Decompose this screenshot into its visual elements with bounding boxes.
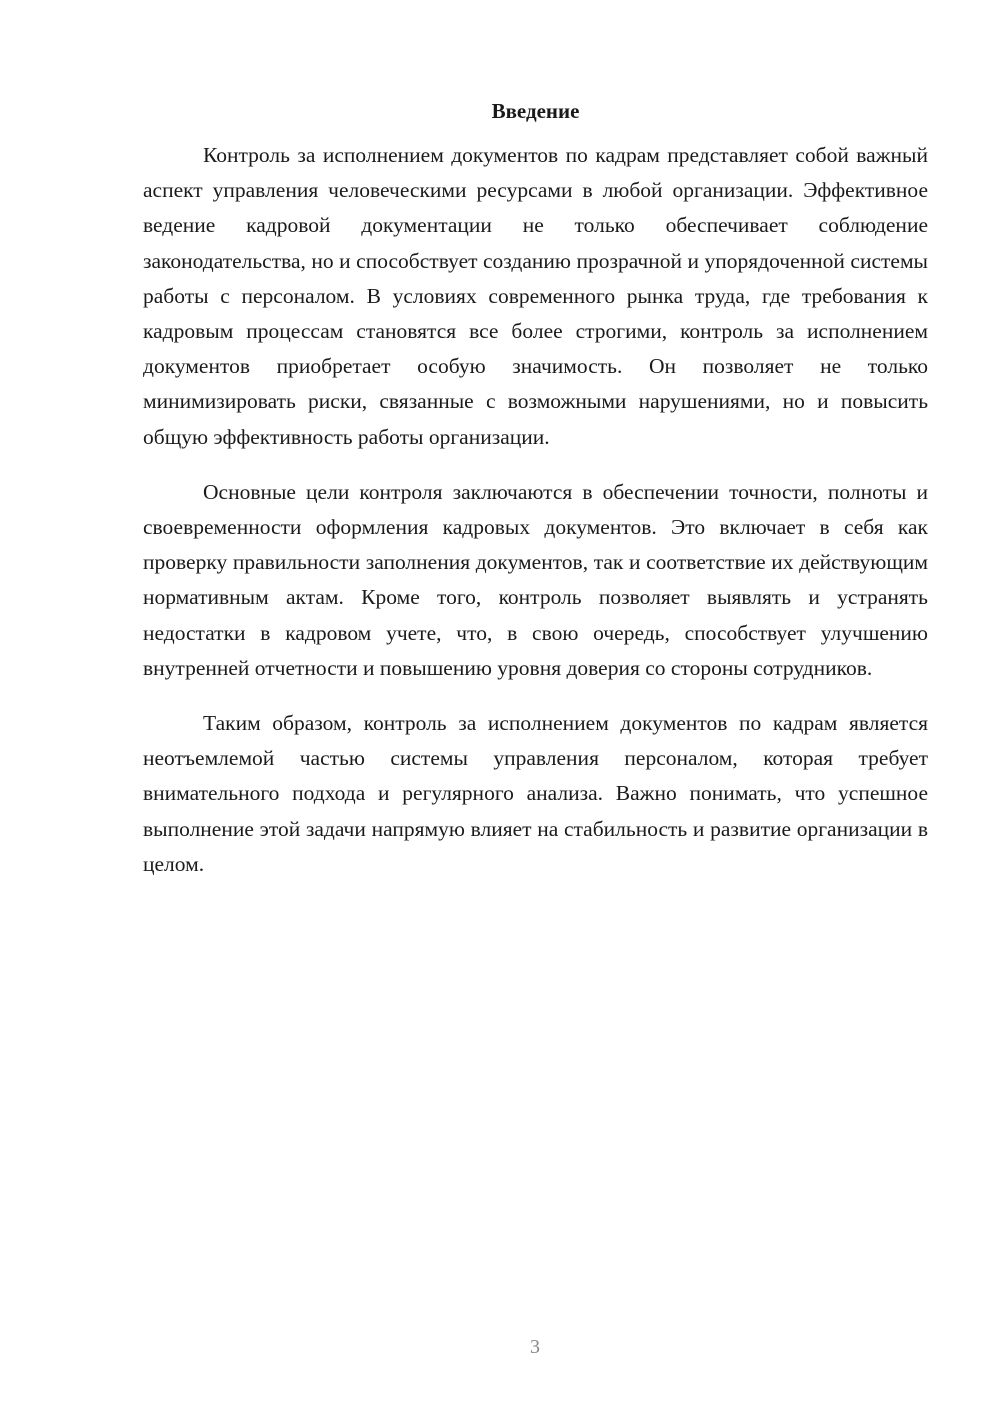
paragraph-2: Основные цели контроля заключаются в обеспечении точности, полноты и своевременности оформления кадровых документов. Это включает в себя как проверку правильности заполнения документов, так и соответствие их действующим нормативным актам. Кроме того, контроль позволяет выявлять и устранять недостатки в кадровом учете, что, в свою очередь, способствует улучшению внутренней отчетности и повышению уровня доверия со стороны сотрудников. (143, 479, 928, 680)
paragraph-3: Таким образом, контроль за исполнением документов по кадрам является неотъемлемой частью системы управления персоналом, которая требует внимательного подхода и регулярного анализа. Важно понимать, что успешное выполнение этой задачи напрямую влияет на стабильность и развитие организации в целом. (143, 711, 928, 876)
paragraph-1: Контроль за исполнением документов по кадрам представляет собой важный аспект управления человеческими ресурсами в любой организации. Эффективное ведение кадровой документации не только обеспечивает соблюдение законодательства, но и способствует созданию прозрачной и упорядоченной системы работы с персоналом. В условиях современного рынка труда, где требования к кадровым процессам становятся все более строгими, контроль за исполнением документов приобретает особую значимость. Он позволяет не только минимизировать риски, связанные с возможными нарушениями, но и повысить общую эффективность работы организации. (143, 143, 928, 449)
page-content (143, 96, 928, 882)
section-title: Введение (491, 99, 580, 123)
page-number: 3 (530, 1336, 540, 1358)
